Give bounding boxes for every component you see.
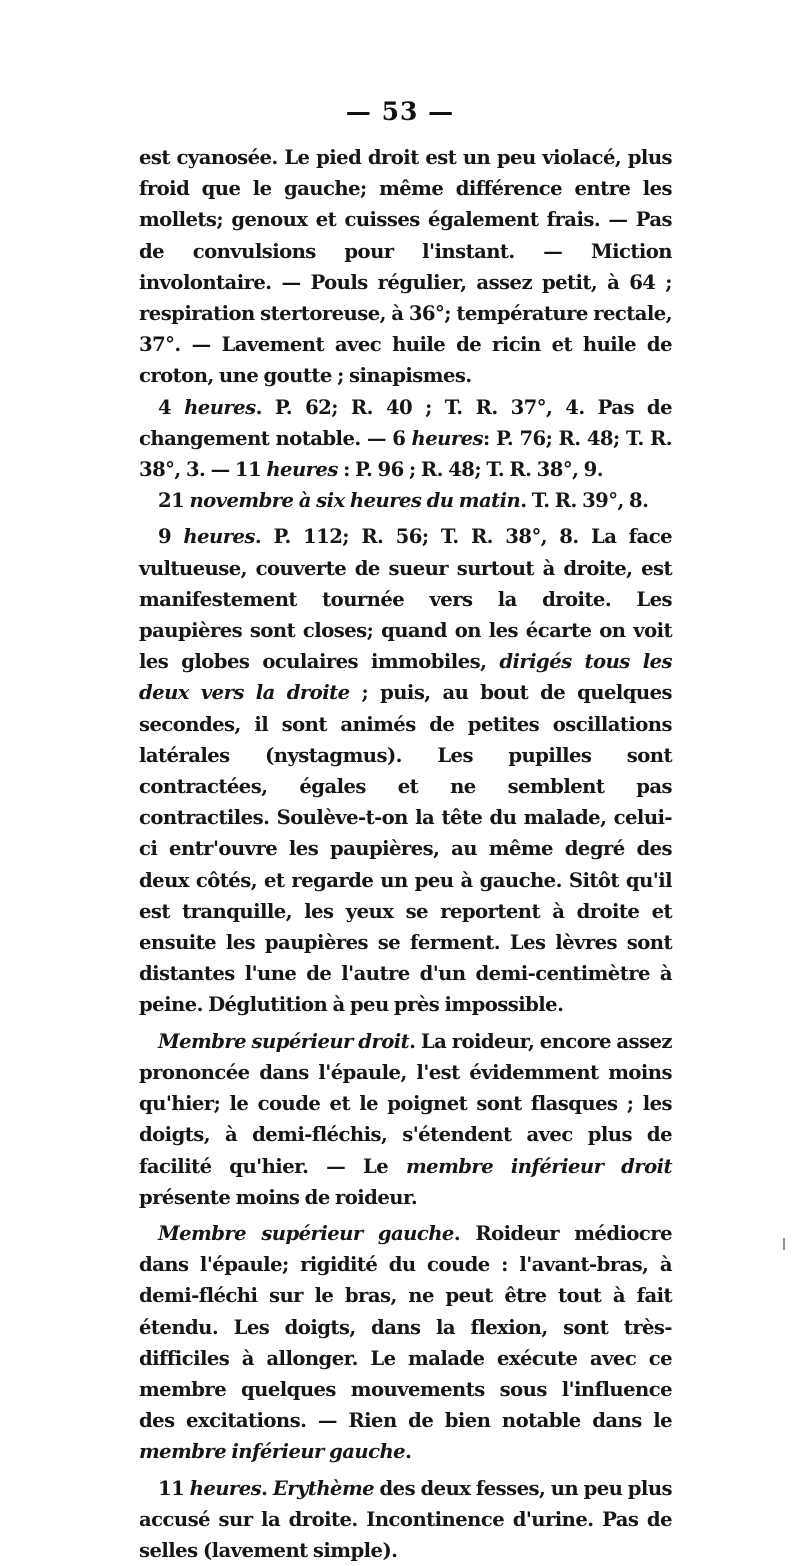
paragraph	[139, 521, 672, 1020]
text-run: 11	[158, 1476, 190, 1500]
italic-text: heures	[183, 525, 255, 549]
paragraph	[139, 1026, 672, 1213]
text-run: 4	[158, 395, 185, 419]
italic-text: membre inférieur droit	[405, 1154, 672, 1178]
italic-text: Erythème	[272, 1476, 375, 1500]
text-run: ; puis, au bout de quelques secondes, il sont animés de petites oscillations latérales (nystagmus). Les pupilles sont contractées, égales et ne semblent pas contractiles. Soulève-t-on la tête du malade, celui-ci entr'ouvre les paupières, au même degré des deux côtés, et regarde un peu à gauche. Sitôt qu'il est tranquille, les yeux se reportent à droite et ensuite les paupières se ferment. Les lèvres sont distantes l'une de l'autre d'un demi-centimètre à peine. Déglutition à peu près impossible.	[139, 681, 672, 1017]
italic-text: heures	[184, 395, 256, 419]
paragraph	[139, 142, 672, 392]
text-run: est cyanosée. Le pied droit est un peu violacé, plus froid que le gauche; même différence entre les mollets; genoux et cuisses également frais. — Pas de convulsions pour l'instant. — Miction involontaire. — Pouls régulier, assez petit, à 64 ; respiration stertoreuse, à 36°; température rectale, 37°. — Lavement avec huile de ricin et huile de croton, une goutte ; sinapismes.	[139, 146, 672, 388]
text-run: présente moins de roideur.	[139, 1185, 418, 1209]
text-run: : P. 96 ; R. 48; T. R. 38°, 9.	[337, 458, 603, 482]
text-run: .	[261, 1476, 273, 1500]
text-run: . P. 62; R. 40 ; T. R. 37°, 4. Pas de changement notable. — 6	[139, 395, 672, 450]
text-run: .	[405, 1440, 412, 1464]
text-run: 21	[158, 489, 190, 513]
italic-text: Membre supérieur droit	[158, 1029, 410, 1053]
paragraph	[139, 485, 672, 516]
italic-text: Membre supérieur gauche	[158, 1221, 454, 1245]
italic-text: novembre à six heures du matin	[189, 489, 521, 513]
page-edge-mark	[783, 1238, 785, 1250]
text-run: des deux fesses, un peu plus accusé sur la droite. Incontinence d'urine. Pas de selles (lavement simple).	[139, 1476, 672, 1562]
text-run: . T. R. 39°, 8.	[520, 489, 649, 513]
text-run: : P. 76; R. 48; T. R. 38°, 3. — 11	[139, 426, 672, 482]
paragraph	[139, 392, 672, 486]
italic-text: membre inférieur gauche	[139, 1440, 406, 1464]
text-run: . La roideur, encore assez prononcée dans l'épaule, l'est évidemment moins qu'hier; le coude et le poignet sont flasques ; les doigts, à demi-fléchis, s'étendent avec plus de facilité qu'hier. — Le	[139, 1029, 672, 1178]
italic-text: heures	[189, 1476, 262, 1500]
paragraph	[139, 1473, 672, 1566]
page-number: — 53 —	[345, 97, 455, 126]
italic-text: heures	[266, 458, 338, 482]
text-run: . Roideur médiocre dans l'épaule; rigidité du coude : l'avant-bras, à demi-fléchi sur le bras, ne peut être tout à fait étendu. Les doigts, dans la flexion, sont très-difficiles à allonger. Le malade exécute avec ce membre quelques mouvements sous l'influence des excitations. — Rien de bien notable dans le	[139, 1221, 672, 1433]
text-run: . P. 112; R. 56; T. R. 38°, 8. La face vultueuse, couverte de sueur surtout à droite, est manifestement tournée vers la droite. Les paupières sont closes; quand on les écarte on voit les globes oculaires immobiles,	[139, 525, 673, 674]
text-run: 9	[158, 525, 184, 549]
italic-text: heures	[411, 426, 484, 450]
body-text	[139, 142, 672, 1566]
italic-text: dirigés tous les deux vers la droite	[139, 650, 672, 705]
paragraph	[139, 1218, 672, 1468]
